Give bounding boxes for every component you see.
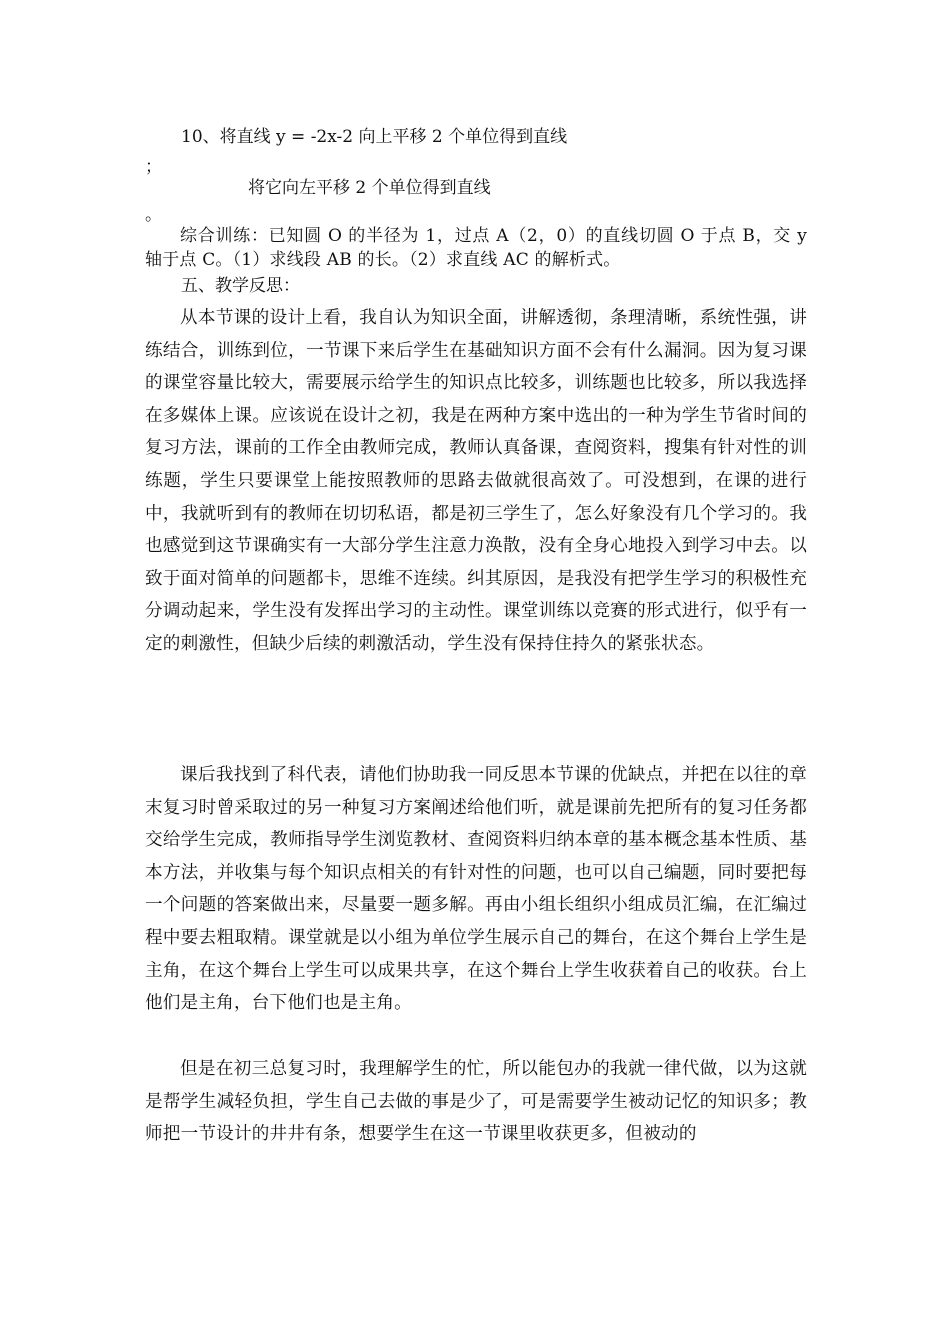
paragraph-1: 从本节课的设计上看，我自认为知识全面，讲解透彻，条理清晰，系统性强，讲练结合，训练到位，一节课下来后学生在基础知识方面不会有什么漏洞。因为复习课的课堂容量比较大，需要展示给学生的知识点比较多，训练题也比较多，所以我选择在多媒体上课。应该说在设计之初，我是在两种方案中选出的一种为学生节省时间的复习方法，课前的工作全由教师完成，教师认真备课，查阅资料，搜集有针对性的训练题，学生只要课堂上能按照教师的思路去做就很高效了。可没想到，在课的进行中，我就听到有的教师在切切私语，都是初三学生了，怎么好象没有几个学习的。我也感觉到这节课确实有一大部分学生注意力涣散，没有全身心地投入到学习中去。以致于面对简单的问题都卡，思维不连续。纠其原因，是我没有把学生学习的积极性充分调动起来，学生没有发挥出学习的主动性。课堂训练以竞赛的形式进行，似乎有一定的刺激性，但缺少后续的刺激活动，学生没有保持住持久的紧张状态。 bbox=[145, 308, 807, 654]
question-10-mark-1: ； bbox=[145, 157, 162, 177]
question-10-mark-2: 。 bbox=[145, 205, 162, 225]
paragraph-2: 课后我找到了科代表，请他们协助我一同反思本节课的优缺点，并把在以往的章末复习时曾采取过的另一种复习方案阐述给他们听，就是课前先把所有的复习任务都交给学生完成，教师指导学生浏览教材、查阅资料归纳本章的基本概念基本性质、基本方法，并收集与每个知识点相关的有针对性的问题，也可以自己编题，同时要把每一个问题的答案做出来，尽量要一题多解。再由小组长组织小组成员汇编，在汇编过程中要去粗取精。课堂就是以小组为单位学生展示自己的舞台，在这个舞台上学生是主角，在这个舞台上学生可以成果共享，在这个舞台上学生收获着自己的收获。台上他们是主角，台下他们也是主角。 bbox=[145, 765, 807, 1014]
question-10-line-1: 10、将直线 y = -2x-2 向上平移 2 个单位得到直线 bbox=[181, 127, 568, 147]
comprehensive-training: 综合训练：已知圆 O 的半径为 1，过点 A（2，0）的直线切圆 O 于点 B，交 y 轴于点 C。（1）求线段 AB 的长。（2）求直线 AC 的解析式。 bbox=[145, 226, 807, 270]
section-heading: 五、教学反思： bbox=[181, 276, 300, 296]
paragraph-3: 但是在初三总复习时，我理解学生的忙，所以能包办的我就一律代做，以为这就是帮学生减轻负担，学生自己去做的事是少了，可是需要学生被动记忆的知识多；教师把一节设计的井井有条，想要学生在这一节课里收获更多，但被动的 bbox=[145, 1059, 807, 1145]
question-10-line-2: 将它向左平移 2 个单位得到直线 bbox=[248, 178, 491, 198]
